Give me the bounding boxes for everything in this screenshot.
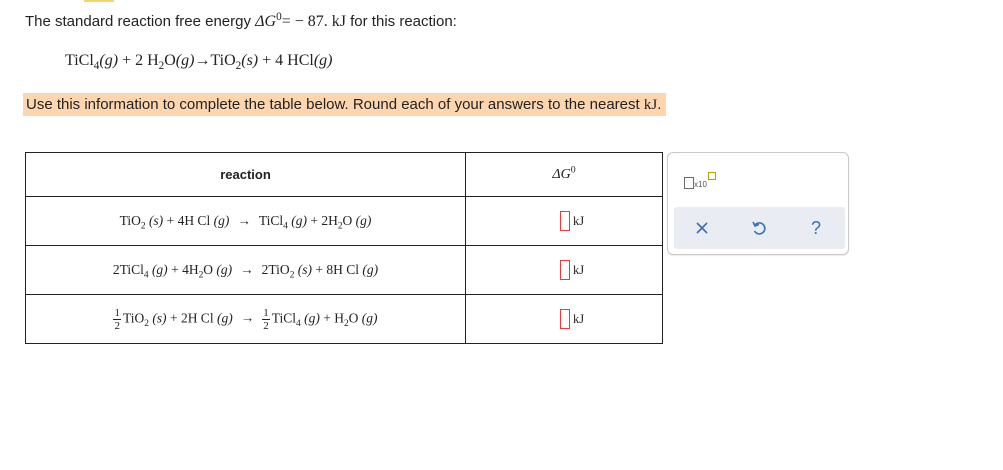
subscript: 2 bbox=[337, 221, 343, 232]
scientific-notation-button[interactable] bbox=[684, 172, 724, 194]
species: 2H bbox=[321, 213, 338, 228]
state: (g) bbox=[148, 262, 168, 277]
x10-label: x10 bbox=[694, 180, 707, 189]
answer-input-2[interactable] bbox=[560, 260, 570, 280]
species: 4H bbox=[182, 262, 199, 277]
reaction-3 bbox=[26, 295, 466, 344]
fraction-one-half bbox=[113, 307, 121, 332]
intro-prefix: The standard reaction free energy bbox=[25, 13, 256, 30]
eq-state: (s) bbox=[241, 52, 259, 69]
answer-unit: kJ bbox=[572, 262, 585, 277]
state: (g) bbox=[210, 213, 230, 228]
eq-state: (g) bbox=[175, 52, 195, 69]
eq-coefficient: 4 bbox=[275, 52, 288, 69]
table-row bbox=[26, 295, 663, 344]
intro-text bbox=[25, 9, 457, 35]
fraction-numerator: 1 bbox=[263, 306, 269, 319]
eq-subscript: 4 bbox=[93, 59, 100, 72]
tools-panel bbox=[667, 152, 849, 255]
species: 8H Cl bbox=[326, 262, 360, 277]
delta-g-value: = − 87. kJ bbox=[281, 13, 346, 30]
plus: + bbox=[166, 310, 181, 326]
eq-product-2: HCl bbox=[287, 52, 314, 69]
state: (s) bbox=[294, 262, 313, 277]
state: (g) bbox=[358, 310, 378, 326]
instruction-banner bbox=[23, 93, 666, 116]
plus: + bbox=[163, 213, 178, 228]
reaction-arrow: → bbox=[240, 262, 254, 277]
species: 2H Cl bbox=[180, 310, 214, 326]
plus: + bbox=[319, 310, 335, 326]
eq-subscript: 2 bbox=[235, 59, 242, 72]
eq-state: (g) bbox=[313, 52, 333, 69]
species: TiO bbox=[119, 213, 141, 228]
eq-product-1: TiO bbox=[210, 52, 236, 69]
table-row bbox=[26, 197, 663, 246]
answer-unit: kJ bbox=[572, 213, 585, 228]
subscript: 4 bbox=[283, 221, 288, 232]
fraction-one-half bbox=[262, 307, 270, 332]
fraction-denominator: 2 bbox=[263, 319, 269, 332]
state: (s) bbox=[148, 310, 167, 326]
delta-g-symbol bbox=[255, 10, 282, 30]
species: TiCl bbox=[258, 213, 284, 228]
reaction-1 bbox=[26, 197, 466, 246]
instruction-end: . bbox=[657, 96, 662, 113]
close-icon bbox=[695, 221, 709, 235]
eq-reactant-2-tail: O bbox=[164, 52, 176, 69]
fraction-denominator: 2 bbox=[114, 319, 120, 332]
species: TiCl bbox=[271, 310, 296, 326]
state: (g) bbox=[359, 262, 379, 277]
table-row bbox=[26, 246, 663, 295]
reaction-arrow: → bbox=[240, 310, 255, 326]
eq-state: (g) bbox=[99, 52, 119, 69]
plus: + bbox=[306, 213, 322, 228]
eq-plus: + bbox=[258, 52, 276, 69]
subscript: 2 bbox=[144, 318, 149, 329]
mantissa-box-icon bbox=[684, 177, 694, 189]
undo-icon bbox=[750, 219, 768, 237]
state: (g) bbox=[300, 310, 320, 326]
eq-reactant-2: H bbox=[147, 52, 159, 69]
undo-button[interactable] bbox=[748, 217, 770, 239]
instruction-text: Use this information to complete the table below. Round each of your answers to the nearest bbox=[26, 96, 644, 113]
header-delta-g-symbol: ΔG bbox=[552, 166, 571, 182]
help-button[interactable] bbox=[805, 217, 827, 239]
plus: + bbox=[312, 262, 327, 277]
intro-suffix: for this reaction: bbox=[345, 13, 457, 30]
state: (g) bbox=[213, 262, 233, 277]
fraction-numerator: 1 bbox=[114, 306, 120, 319]
species: H bbox=[334, 310, 344, 326]
state: (s) bbox=[145, 213, 164, 228]
header-delta-g-sup: 0 bbox=[570, 164, 576, 176]
tools-button-row bbox=[674, 207, 845, 249]
answer-unit: kJ bbox=[572, 311, 585, 326]
instruction-unit: kJ bbox=[643, 97, 658, 113]
answer-input-1[interactable] bbox=[560, 211, 570, 231]
subscript: 2 bbox=[198, 270, 204, 281]
reaction-arrow: → bbox=[237, 213, 251, 228]
eq-arrow: → bbox=[194, 52, 211, 69]
top-accent-bar bbox=[84, 0, 114, 2]
state: (g) bbox=[287, 213, 307, 228]
state: (g) bbox=[352, 213, 372, 228]
main-equation bbox=[65, 48, 333, 74]
header-reaction: reaction bbox=[26, 153, 466, 197]
reaction-table bbox=[25, 152, 663, 344]
clear-button[interactable] bbox=[691, 217, 713, 239]
exponent-box-icon bbox=[708, 172, 716, 180]
subscript: 4 bbox=[143, 270, 149, 281]
species-tail: O bbox=[348, 310, 359, 326]
eq-reactant-1: TiCl bbox=[65, 52, 94, 69]
plus: + bbox=[167, 262, 183, 277]
subscript: 2 bbox=[140, 221, 146, 232]
answer-cell-3 bbox=[466, 295, 663, 344]
species: TiO bbox=[122, 310, 145, 326]
eq-coefficient: 2 bbox=[135, 52, 148, 69]
species: 4H Cl bbox=[177, 213, 211, 228]
answer-cell-2 bbox=[466, 246, 663, 295]
delta-g-superscript: 0 bbox=[276, 10, 282, 23]
state: (g) bbox=[213, 310, 233, 326]
subscript: 2 bbox=[343, 318, 349, 329]
delta-g-text: ΔG bbox=[255, 13, 277, 30]
eq-plus: + bbox=[118, 52, 136, 69]
table-header-row bbox=[26, 153, 663, 197]
eq-subscript: 2 bbox=[158, 59, 165, 72]
reaction-2 bbox=[26, 246, 466, 295]
species: 2TiO bbox=[261, 262, 290, 277]
help-icon: ? bbox=[810, 217, 821, 238]
header-delta-g bbox=[466, 153, 663, 197]
subscript: 4 bbox=[295, 318, 301, 329]
answer-cell-1 bbox=[466, 197, 663, 246]
species-tail: O bbox=[203, 262, 214, 277]
answer-input-3[interactable] bbox=[560, 309, 570, 329]
species: 2TiCl bbox=[112, 262, 144, 277]
species-tail: O bbox=[342, 213, 353, 228]
subscript: 2 bbox=[289, 270, 295, 281]
